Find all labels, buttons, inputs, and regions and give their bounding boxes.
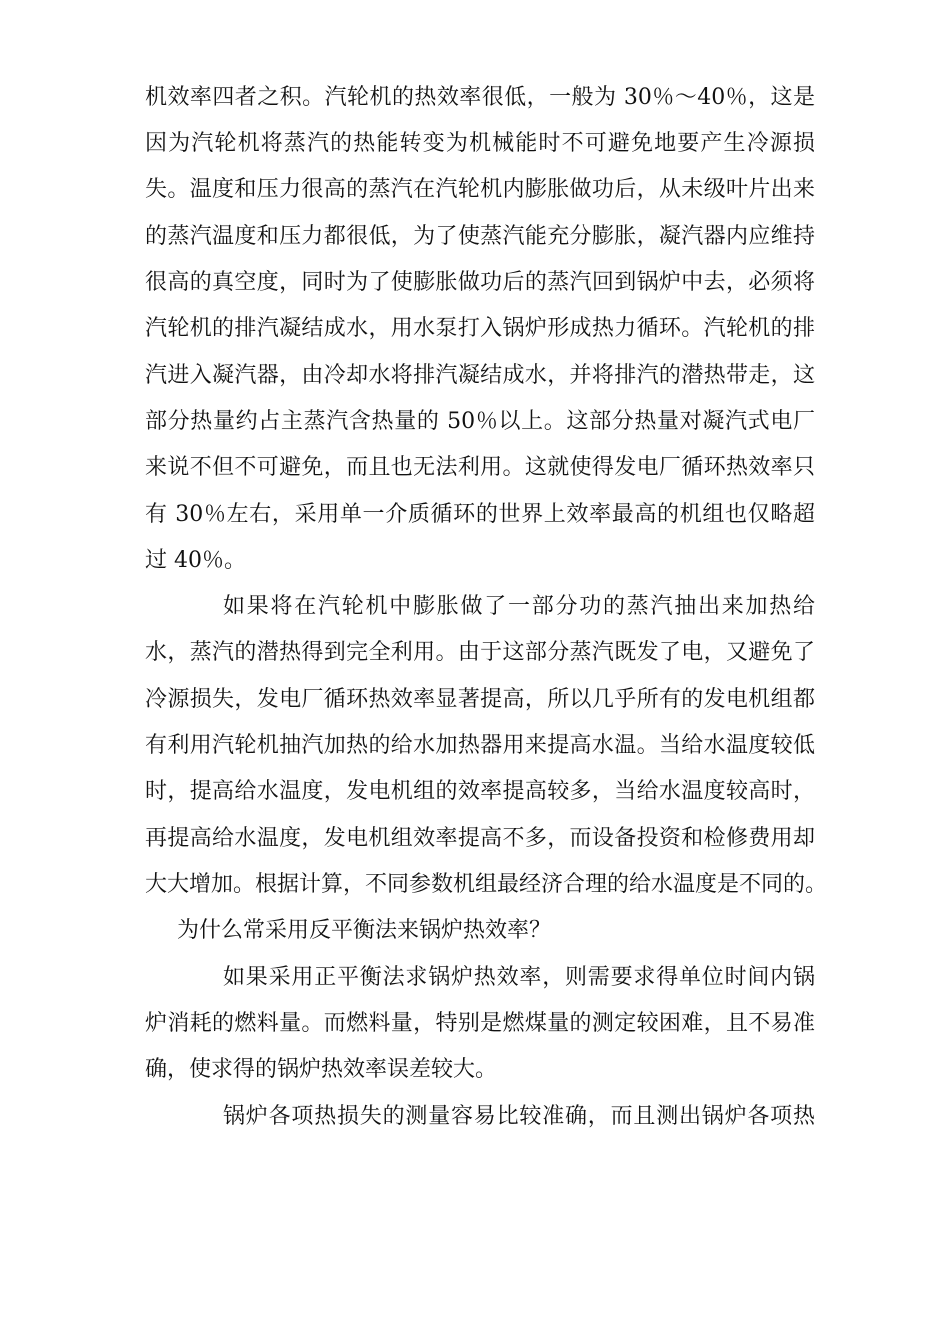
text-line: 部分热量约占主蒸汽含热量的 50％以上。这部分热量对凝汽式电厂 <box>145 409 815 434</box>
text-line: 水，蒸汽的潜热得到完全利用。由于这部分蒸汽既发了电，又避免了 <box>145 640 815 665</box>
text-line: 因为汽轮机将蒸汽的热能转变为机械能时不可避免地要产生冷源损 <box>145 131 815 156</box>
text-line: 如果将在汽轮机中膨胀做了一部分功的蒸汽抽出来加热给 <box>223 594 815 619</box>
text-line: 机效率四者之积。汽轮机的热效率很低，一般为 30％～40％，这是 <box>145 85 815 110</box>
text-line: 时，提高给水温度，发电机组的效率提高较多，当给水温度较高时， <box>145 779 815 804</box>
text-line: 确，使求得的锅炉热效率误差较大。 <box>145 1057 498 1082</box>
text-line: 炉消耗的燃料量。而燃料量，特别是燃煤量的测定较困难，且不易准 <box>145 1011 815 1036</box>
text-line: 的蒸汽温度和压力都很低，为了使蒸汽能充分膨胀，凝汽器内应维持 <box>145 224 815 249</box>
text-line: 锅炉各项热损失的测量容易比较准确，而且测出锅炉各项热 <box>223 1104 815 1129</box>
text-line: 如果采用正平衡法求锅炉热效率，则需要求得单位时间内锅 <box>223 965 815 990</box>
text-line: 汽轮机的排汽凝结成水，用水泵打入锅炉形成热力循环。汽轮机的排 <box>145 316 815 341</box>
text-line: 汽进入凝汽器，由冷却水将排汽凝结成水，并将排汽的潜热带走，这 <box>145 363 815 388</box>
text-line: 很高的真空度，同时为了使膨胀做功后的蒸汽回到锅炉中去，必须将 <box>145 270 815 295</box>
text-line: 有 30％左右，采用单一介质循环的世界上效率最高的机组也仅略超 <box>145 502 815 527</box>
text-line: 冷源损失，发电厂循环热效率显著提高，所以几乎所有的发电机组都 <box>145 687 815 712</box>
text-line: 失。温度和压力很高的蒸汽在汽轮机内膨胀做功后，从未级叶片出来 <box>145 177 815 202</box>
text-line: 再提高给水温度，发电机组效率提高不多，而设备投资和检修费用却 <box>145 826 815 851</box>
text-line: 过 40％。 <box>145 548 246 573</box>
text-line: 有利用汽轮机抽汽加热的给水加热器用来提高水温。当给水温度较低 <box>145 733 815 758</box>
text-line: 大大增加。根据计算，不同参数机组最经济合理的给水温度是不同的。 <box>145 872 828 897</box>
text-line: 来说不但不可避免，而且也无法利用。这就使得发电厂循环热效率只 <box>145 455 815 480</box>
section-question: 为什么常采用反平衡法来锅炉热效率？ <box>177 918 552 943</box>
